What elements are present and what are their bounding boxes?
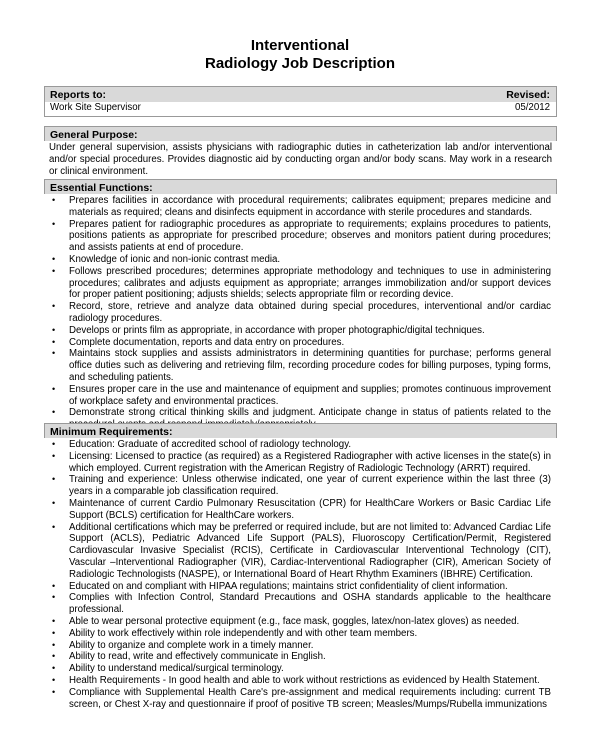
bullet-icon: • [52, 218, 56, 229]
bullet-icon: • [52, 301, 56, 312]
reports-to-table [44, 86, 557, 117]
bullet-icon: • [52, 265, 56, 276]
essential-functions-section [44, 179, 557, 433]
list-item [44, 195, 551, 219]
list-item-text: Ability to read, write and effectively communicate in English. [69, 651, 326, 663]
bullet-icon: • [52, 336, 56, 347]
bullet-icon: • [52, 253, 56, 264]
reports-to-label: Reports to: [50, 89, 106, 101]
list-item [44, 266, 551, 301]
list-item-text: Ability to work effectively within role independently and with other team members. [69, 627, 418, 639]
general-purpose-section [44, 126, 557, 179]
revised-value: 05/2012 [514, 102, 550, 113]
minimum-requirements-section [44, 423, 557, 712]
bullet-icon: • [52, 639, 56, 650]
list-item-text: Develops or prints film as appropriate, in accordance with proper photographic/digital techniques. [69, 324, 485, 336]
bullet-icon: • [52, 674, 56, 685]
list-item [44, 651, 551, 663]
bullet-icon: • [52, 439, 56, 449]
list-item [44, 675, 551, 687]
list-item [44, 384, 551, 408]
list-item [44, 474, 551, 498]
revised-label: Revised: [506, 89, 550, 101]
list-item-text: Health Requirements - In good health and able to work without restrictions as evidenced by Health Statement. [69, 674, 540, 686]
minimum-requirements-heading: Minimum Requirements: [44, 423, 557, 438]
bullet-icon: • [52, 615, 56, 626]
list-item [44, 439, 551, 451]
document-title-line-2: Radiology Job Description [204, 55, 396, 72]
list-item-text: Complies with Infection Control, Standard Precautions and OSHA standards applicable to the healthcare professional. [69, 592, 551, 616]
list-item [44, 325, 551, 337]
list-item [44, 640, 551, 652]
list-item-text: Licensing: Licensed to practice (as required) as a Registered Radiographer with active licenses in the state(s) in which employed. Current registration with the American Registry of Radiologic Technology (ARRT) required. [69, 450, 551, 474]
list-item-text: Prepares facilities in accordance with procedural requirements; calibrates equipment; prepares medicine and materials as required; cleans and disinfects equipment in accordance with sterile procedures and standards. [69, 195, 551, 218]
general-purpose-text: Under general supervision, assists physicians with radiographic duties in catheterization lab and/or interventional and/or special procedures. Provides diagnostic aid by conducting organ and/or body scans. May work in a research or clinical environment. [49, 142, 552, 177]
bullet-icon: • [52, 407, 56, 418]
list-item [44, 628, 551, 640]
bullet-icon: • [52, 651, 56, 662]
list-item [44, 592, 551, 616]
list-item-text: Maintenance of current Cardio Pulmonary Resuscitation (CPR) for HealthCare Workers or Basic Cardiac Life Support (BCLS) certification for HealthCare workers. [69, 497, 551, 521]
list-item-text: Additional certifications which may be preferred or required include, but are not limited to: Advanced Cardiac Life Support (ACLS), Pediatric Advanced Life Support (PALS), Fluoroscopy Certification/Permit, Registered Cardiovascular Invasive Specialist (RCIS), Certificate in Cardiovascular Interventional Technology (CIT), Vascular –Interventional Radiographer (VIR), Cardiac-Interventional Radiographer (CIR), American Society of Radiologic Technologists (NASPE), or International Board of Heart Rhythm Examiners (IBHRE) Certification. [69, 521, 551, 580]
list-item-text: Able to wear personal protective equipment (e.g., face mask, goggles, latex/non-latex gloves) as needed. [69, 615, 520, 627]
list-item [44, 581, 551, 593]
bullet-icon: • [52, 474, 56, 485]
general-purpose-heading: General Purpose: [44, 126, 557, 141]
list-item-text: Record, store, retrieve and analyze data obtained during special procedures, interventional and/or cardiac radiology procedures. [69, 301, 551, 324]
list-item-text: Educated on and compliant with HIPAA regulations; maintains strict confidentiality of client information. [69, 580, 508, 592]
bullet-icon: • [52, 195, 56, 205]
list-item [44, 301, 551, 325]
list-item [44, 348, 551, 383]
list-item [44, 663, 551, 675]
list-item-text: Ability to organize and complete work in a timely manner. [69, 639, 314, 651]
list-item-text: Ensures proper care in the use and maintenance of equipment and supplies; promotes continuous improvement of workplace safety and environmental practices. [69, 383, 551, 407]
bullet-icon: • [52, 627, 56, 638]
list-item [44, 522, 551, 581]
bullet-icon: • [52, 497, 56, 508]
bullet-icon: • [52, 450, 56, 461]
list-item [44, 254, 551, 266]
list-item-text: Ability to understand medical/surgical terminology. [69, 663, 284, 675]
bullet-icon: • [52, 663, 56, 674]
list-item [44, 616, 551, 628]
list-item-text: Knowledge of ionic and non-ionic contrast media. [69, 253, 281, 265]
list-item [44, 498, 551, 522]
bullet-icon: • [52, 324, 56, 335]
list-item-text: Compliance with Supplemental Health Care's pre-assignment and medical requirements including: current TB screen, or Chest X-ray and questionnaire if proof of positive TB screen; Measles/Mumps/Rubella immunizations [69, 686, 551, 710]
bullet-icon: • [52, 686, 56, 697]
bullet-icon: • [52, 592, 56, 603]
list-item-text: Prepares patient for radiographic procedures as appropriate to requirements; explains procedures to patients, positions patients as appropriate for prescribed procedure; observes and monitors patient during procedures; and assists patients at end of procedure. [69, 218, 551, 254]
minimum-requirements-list [44, 438, 557, 712]
list-item [44, 337, 551, 349]
bullet-icon: • [52, 521, 56, 532]
bullet-icon: • [52, 383, 56, 394]
list-item [44, 687, 551, 711]
list-item [44, 451, 551, 475]
reports-to-header-row [45, 87, 556, 102]
list-item-text: Training and experience: Unless otherwise indicated, one year of current experience within the last three (3) years in a comparable job classification required. [69, 474, 551, 498]
list-item-text: Maintains stock supplies and assists administrators in determining quantities for purchase; performs general office duties such as delivering and retrieving film, recording procedure codes for billing purposes, typing forms, and scheduling patients. [69, 348, 551, 383]
reports-to-value-row [45, 102, 556, 116]
list-item [44, 219, 551, 254]
bullet-icon: • [52, 580, 56, 591]
list-item-text: Education: Graduate of accredited school of radiology technology. [69, 439, 352, 450]
list-item-text: Demonstrate strong critical thinking skills and judgment. Anticipate change in status of patients related to the [69, 407, 551, 419]
essential-functions-heading: Essential Functions: [44, 179, 557, 194]
reports-to-value: Work Site Supervisor [50, 102, 141, 113]
essential-functions-list [44, 194, 557, 433]
bullet-icon: • [52, 348, 56, 359]
list-item-text: Follows prescribed procedures; determines appropriate methodology and techniques to use in administering procedures; calibrates and adjusts equipment as appropriate; arranges immobilization and/or support devices for proper patient positioning; adjusts shields; selects appropriate film or recording device. [69, 265, 551, 301]
document-title-line-1: Interventional [250, 37, 350, 54]
list-item-text: Complete documentation, reports and data entry on procedures. [69, 336, 345, 348]
